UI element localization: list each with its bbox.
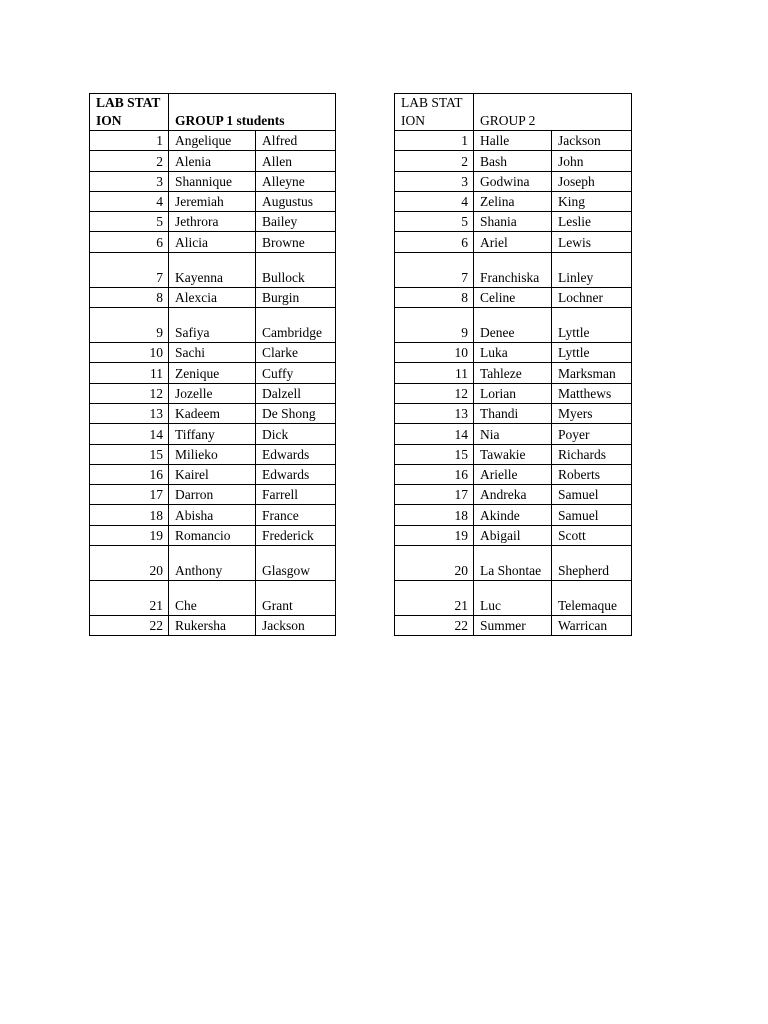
station-number: 15 — [395, 444, 474, 464]
last-name: Edwards — [256, 444, 336, 464]
table-row — [395, 505, 632, 525]
last-name: Lyttle — [552, 343, 632, 363]
first-name: Rukersha — [169, 616, 256, 636]
first-name: Kadeem — [169, 403, 256, 423]
station-number: 4 — [395, 191, 474, 211]
station-number: 12 — [395, 383, 474, 403]
station-number: 22 — [395, 616, 474, 636]
station-number: 6 — [395, 232, 474, 252]
group2-station-header: LAB STATION — [395, 94, 474, 131]
last-name: Samuel — [552, 505, 632, 525]
table-row — [90, 171, 336, 191]
last-name: Allen — [256, 151, 336, 171]
last-name: Edwards — [256, 464, 336, 484]
first-name: Jethrora — [169, 212, 256, 232]
first-name: Safiya — [169, 308, 256, 343]
table-row — [90, 444, 336, 464]
table-row — [90, 485, 336, 505]
last-name: King — [552, 191, 632, 211]
first-name: Tawakie — [474, 444, 552, 464]
last-name: Shepherd — [552, 546, 632, 581]
last-name: Richards — [552, 444, 632, 464]
first-name: Darron — [169, 485, 256, 505]
station-number: 5 — [395, 212, 474, 232]
station-number: 1 — [395, 131, 474, 151]
station-number: 19 — [395, 525, 474, 545]
table-row — [395, 232, 632, 252]
table-row — [90, 464, 336, 484]
station-number: 16 — [395, 464, 474, 484]
station-number: 17 — [395, 485, 474, 505]
station-number: 14 — [90, 424, 169, 444]
group2-title: GROUP 2 — [474, 94, 632, 131]
first-name: Kayenna — [169, 252, 256, 287]
station-number: 7 — [395, 252, 474, 287]
table-row — [395, 363, 632, 383]
last-name: Scott — [552, 525, 632, 545]
table-row — [395, 343, 632, 363]
last-name: Jackson — [256, 616, 336, 636]
station-number: 1 — [90, 131, 169, 151]
table-row — [395, 444, 632, 464]
last-name: Marksman — [552, 363, 632, 383]
table-row — [90, 287, 336, 307]
station-number: 10 — [395, 343, 474, 363]
station-number: 13 — [395, 403, 474, 423]
first-name: Jeremiah — [169, 191, 256, 211]
last-name: Matthews — [552, 383, 632, 403]
first-name: Milieko — [169, 444, 256, 464]
station-number: 10 — [90, 343, 169, 363]
first-name: Bash — [474, 151, 552, 171]
last-name: Lyttle — [552, 308, 632, 343]
group1-title: GROUP 1 students — [169, 94, 336, 131]
last-name: Samuel — [552, 485, 632, 505]
table-row — [90, 232, 336, 252]
first-name: Akinde — [474, 505, 552, 525]
table-row — [90, 616, 336, 636]
station-number: 6 — [90, 232, 169, 252]
table-row — [90, 383, 336, 403]
table-row — [395, 287, 632, 307]
first-name: Sachi — [169, 343, 256, 363]
last-name: Clarke — [256, 343, 336, 363]
last-name: Cambridge — [256, 308, 336, 343]
last-name: Bullock — [256, 252, 336, 287]
last-name: Browne — [256, 232, 336, 252]
first-name: Arielle — [474, 464, 552, 484]
station-number: 8 — [90, 287, 169, 307]
table-row — [395, 212, 632, 232]
last-name: Dick — [256, 424, 336, 444]
table-row — [395, 464, 632, 484]
first-name: Abigail — [474, 525, 552, 545]
first-name: Angelique — [169, 131, 256, 151]
first-name: Ariel — [474, 232, 552, 252]
table-row — [395, 383, 632, 403]
last-name: Alleyne — [256, 171, 336, 191]
station-number: 21 — [395, 581, 474, 616]
table-row — [90, 308, 336, 343]
station-number: 2 — [90, 151, 169, 171]
first-name: Luka — [474, 343, 552, 363]
last-name: Myers — [552, 403, 632, 423]
station-number: 13 — [90, 403, 169, 423]
first-name: Romancio — [169, 525, 256, 545]
station-number: 18 — [90, 505, 169, 525]
last-name: Poyer — [552, 424, 632, 444]
table-row — [395, 171, 632, 191]
table-row — [90, 343, 336, 363]
station-number: 8 — [395, 287, 474, 307]
last-name: Leslie — [552, 212, 632, 232]
table-row — [395, 581, 632, 616]
last-name: Alfred — [256, 131, 336, 151]
first-name: Godwina — [474, 171, 552, 191]
first-name: Summer — [474, 616, 552, 636]
station-number: 15 — [90, 444, 169, 464]
last-name: Telemaque — [552, 581, 632, 616]
station-number: 21 — [90, 581, 169, 616]
table-row — [395, 616, 632, 636]
station-number: 11 — [395, 363, 474, 383]
table-row — [90, 505, 336, 525]
table-row — [90, 424, 336, 444]
group1-station-header: LAB STATION — [90, 94, 169, 131]
station-number: 16 — [90, 464, 169, 484]
first-name: La Shontae — [474, 546, 552, 581]
first-name: Celine — [474, 287, 552, 307]
station-number: 14 — [395, 424, 474, 444]
station-number: 22 — [90, 616, 169, 636]
first-name: Zelina — [474, 191, 552, 211]
station-number: 2 — [395, 151, 474, 171]
table-row — [90, 212, 336, 232]
first-name: Nia — [474, 424, 552, 444]
first-name: Alexcia — [169, 287, 256, 307]
last-name: Jackson — [552, 131, 632, 151]
station-number: 4 — [90, 191, 169, 211]
table-row — [395, 308, 632, 343]
first-name: Zenique — [169, 363, 256, 383]
station-number: 18 — [395, 505, 474, 525]
table-row — [90, 191, 336, 211]
station-number: 9 — [90, 308, 169, 343]
table-row — [90, 131, 336, 151]
table-row — [90, 546, 336, 581]
first-name: Lorian — [474, 383, 552, 403]
first-name: Jozelle — [169, 383, 256, 403]
table-row — [395, 546, 632, 581]
group2-header-row — [395, 94, 632, 131]
last-name: Lochner — [552, 287, 632, 307]
station-number: 17 — [90, 485, 169, 505]
station-number: 19 — [90, 525, 169, 545]
last-name: Dalzell — [256, 383, 336, 403]
first-name: Shannique — [169, 171, 256, 191]
first-name: Tahleze — [474, 363, 552, 383]
last-name: Linley — [552, 252, 632, 287]
table-row — [90, 525, 336, 545]
last-name: Cuffy — [256, 363, 336, 383]
station-number: 20 — [90, 546, 169, 581]
first-name: Anthony — [169, 546, 256, 581]
last-name: De Shong — [256, 403, 336, 423]
group1-header-row — [90, 94, 336, 131]
table-row — [395, 485, 632, 505]
last-name: Roberts — [552, 464, 632, 484]
first-name: Alenia — [169, 151, 256, 171]
table-row — [395, 191, 632, 211]
last-name: Frederick — [256, 525, 336, 545]
table-row — [395, 403, 632, 423]
first-name: Andreka — [474, 485, 552, 505]
table-row — [395, 151, 632, 171]
table-row — [90, 581, 336, 616]
first-name: Alicia — [169, 232, 256, 252]
first-name: Kairel — [169, 464, 256, 484]
station-number: 9 — [395, 308, 474, 343]
first-name: Che — [169, 581, 256, 616]
table-row — [395, 424, 632, 444]
last-name: Augustus — [256, 191, 336, 211]
group1-table — [89, 93, 336, 636]
last-name: Joseph — [552, 171, 632, 191]
last-name: Burgin — [256, 287, 336, 307]
first-name: Shania — [474, 212, 552, 232]
last-name: Grant — [256, 581, 336, 616]
station-number: 3 — [395, 171, 474, 191]
last-name: Bailey — [256, 212, 336, 232]
station-number: 12 — [90, 383, 169, 403]
first-name: Franchiska — [474, 252, 552, 287]
first-name: Tiffany — [169, 424, 256, 444]
table-row — [90, 151, 336, 171]
first-name: Abisha — [169, 505, 256, 525]
first-name: Halle — [474, 131, 552, 151]
first-name: Thandi — [474, 403, 552, 423]
last-name: Lewis — [552, 232, 632, 252]
station-number: 3 — [90, 171, 169, 191]
last-name: John — [552, 151, 632, 171]
last-name: Warrican — [552, 616, 632, 636]
table-row — [395, 525, 632, 545]
station-number: 5 — [90, 212, 169, 232]
last-name: Glasgow — [256, 546, 336, 581]
station-number: 7 — [90, 252, 169, 287]
group2-table — [394, 93, 632, 636]
first-name: Luc — [474, 581, 552, 616]
first-name: Denee — [474, 308, 552, 343]
table-row — [90, 252, 336, 287]
table-row — [90, 363, 336, 383]
table-row — [395, 252, 632, 287]
station-number: 20 — [395, 546, 474, 581]
last-name: France — [256, 505, 336, 525]
table-row — [395, 131, 632, 151]
station-number: 11 — [90, 363, 169, 383]
last-name: Farrell — [256, 485, 336, 505]
table-row — [90, 403, 336, 423]
